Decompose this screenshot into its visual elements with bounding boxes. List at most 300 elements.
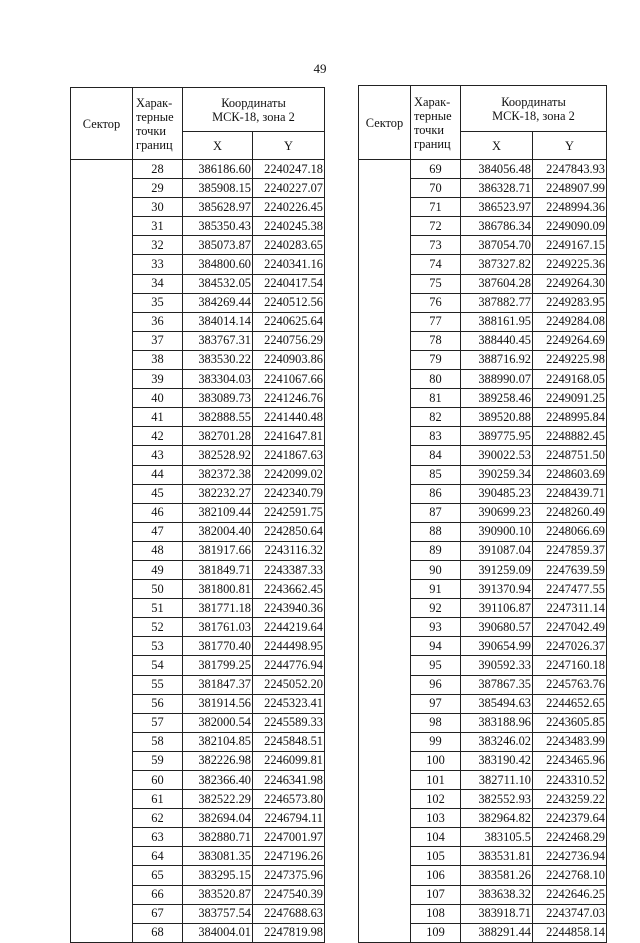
x-coordinate-cell: 383188.96 bbox=[461, 713, 533, 732]
y-coordinate-cell: 2248882.45 bbox=[533, 427, 607, 446]
y-coordinate-cell: 2244498.95 bbox=[253, 637, 325, 656]
x-coordinate-cell: 389520.88 bbox=[461, 408, 533, 427]
table-row bbox=[71, 236, 325, 255]
y-coordinate-cell: 2240756.29 bbox=[253, 331, 325, 350]
x-coordinate-cell: 390259.34 bbox=[461, 465, 533, 484]
point-number-cell: 106 bbox=[411, 866, 461, 885]
point-number-cell: 69 bbox=[411, 160, 461, 179]
y-coordinate-cell: 2242099.02 bbox=[253, 465, 325, 484]
sector-cell bbox=[359, 255, 411, 274]
table-row bbox=[359, 732, 607, 751]
y-coordinate-cell: 2246794.11 bbox=[253, 809, 325, 828]
y-coordinate-cell: 2242850.64 bbox=[253, 522, 325, 541]
point-number-cell: 85 bbox=[411, 465, 461, 484]
sector-cell bbox=[71, 408, 133, 427]
x-coordinate-cell: 387604.28 bbox=[461, 274, 533, 293]
table-row bbox=[71, 580, 325, 599]
y-coordinate-cell: 2248995.84 bbox=[533, 408, 607, 427]
x-coordinate-cell: 383757.54 bbox=[183, 904, 253, 923]
table-row bbox=[359, 847, 607, 866]
x-coordinate-cell: 390022.53 bbox=[461, 446, 533, 465]
table-row bbox=[359, 236, 607, 255]
x-coordinate-cell: 391106.87 bbox=[461, 599, 533, 618]
sector-cell bbox=[71, 904, 133, 923]
y-coordinate-cell: 2240283.65 bbox=[253, 236, 325, 255]
y-coordinate-cell: 2249168.05 bbox=[533, 370, 607, 389]
sector-cell bbox=[359, 713, 411, 732]
x-coordinate-cell: 385073.87 bbox=[183, 236, 253, 255]
sector-cell bbox=[71, 541, 133, 560]
table-row bbox=[71, 560, 325, 579]
point-number-cell: 32 bbox=[133, 236, 183, 255]
x-coordinate-cell: 381914.56 bbox=[183, 694, 253, 713]
sector-cell bbox=[71, 599, 133, 618]
point-number-cell: 87 bbox=[411, 503, 461, 522]
x-coordinate-cell: 383638.32 bbox=[461, 885, 533, 904]
x-coordinate-cell: 382366.40 bbox=[183, 771, 253, 790]
point-number-cell: 104 bbox=[411, 828, 461, 847]
point-number-cell: 37 bbox=[133, 331, 183, 350]
x-coordinate-cell: 391370.94 bbox=[461, 580, 533, 599]
x-coordinate-cell: 385908.15 bbox=[183, 179, 253, 198]
sector-cell bbox=[71, 217, 133, 236]
sector-cell bbox=[71, 790, 133, 809]
table-row bbox=[71, 541, 325, 560]
point-number-cell: 107 bbox=[411, 885, 461, 904]
x-coordinate-cell: 381761.03 bbox=[183, 618, 253, 637]
point-number-cell: 94 bbox=[411, 637, 461, 656]
x-coordinate-cell: 388291.44 bbox=[461, 923, 533, 942]
sector-cell bbox=[71, 484, 133, 503]
table-row bbox=[359, 560, 607, 579]
y-coordinate-cell: 2244219.64 bbox=[253, 618, 325, 637]
y-coordinate-cell: 2243310.52 bbox=[533, 771, 607, 790]
y-coordinate-cell: 2248439.71 bbox=[533, 484, 607, 503]
x-coordinate-cell: 387867.35 bbox=[461, 675, 533, 694]
table-row bbox=[359, 274, 607, 293]
point-number-cell: 103 bbox=[411, 809, 461, 828]
y-coordinate-cell: 2247311.14 bbox=[533, 599, 607, 618]
table-row bbox=[71, 179, 325, 198]
point-number-cell: 51 bbox=[133, 599, 183, 618]
point-number-cell: 31 bbox=[133, 217, 183, 236]
x-coordinate-cell: 383190.42 bbox=[461, 751, 533, 770]
x-coordinate-cell: 382552.93 bbox=[461, 790, 533, 809]
y-coordinate-cell: 2247375.96 bbox=[253, 866, 325, 885]
table-row bbox=[71, 713, 325, 732]
table-row bbox=[359, 599, 607, 618]
x-coordinate-cell: 386523.97 bbox=[461, 198, 533, 217]
sector-cell bbox=[71, 656, 133, 675]
sector-cell bbox=[359, 446, 411, 465]
point-number-cell: 59 bbox=[133, 751, 183, 770]
sector-cell bbox=[359, 599, 411, 618]
point-number-cell: 83 bbox=[411, 427, 461, 446]
point-number-cell: 29 bbox=[133, 179, 183, 198]
table-row bbox=[71, 885, 325, 904]
sector-cell bbox=[359, 732, 411, 751]
y-coordinate-cell: 2240903.86 bbox=[253, 350, 325, 369]
table-row bbox=[359, 580, 607, 599]
table-body-left bbox=[71, 160, 325, 943]
sector-cell bbox=[359, 465, 411, 484]
x-coordinate-cell: 382004.40 bbox=[183, 522, 253, 541]
y-coordinate-cell: 2243605.85 bbox=[533, 713, 607, 732]
table-row bbox=[359, 350, 607, 369]
point-number-cell: 64 bbox=[133, 847, 183, 866]
table-row bbox=[71, 656, 325, 675]
x-coordinate-cell: 381917.66 bbox=[183, 541, 253, 560]
x-coordinate-cell: 390680.57 bbox=[461, 618, 533, 637]
x-coordinate-cell: 382888.55 bbox=[183, 408, 253, 427]
x-coordinate-cell: 389258.46 bbox=[461, 389, 533, 408]
point-number-cell: 78 bbox=[411, 331, 461, 350]
table-row bbox=[71, 389, 325, 408]
y-coordinate-cell: 2240245.38 bbox=[253, 217, 325, 236]
x-coordinate-cell: 381849.71 bbox=[183, 560, 253, 579]
table-row bbox=[359, 618, 607, 637]
point-number-cell: 95 bbox=[411, 656, 461, 675]
point-number-cell: 39 bbox=[133, 370, 183, 389]
sector-cell bbox=[71, 427, 133, 446]
y-coordinate-cell: 2245589.33 bbox=[253, 713, 325, 732]
table-row bbox=[359, 503, 607, 522]
x-coordinate-cell: 388440.45 bbox=[461, 331, 533, 350]
y-coordinate-cell: 2246573.80 bbox=[253, 790, 325, 809]
table-row bbox=[71, 427, 325, 446]
point-number-cell: 101 bbox=[411, 771, 461, 790]
point-number-cell: 63 bbox=[133, 828, 183, 847]
y-coordinate-cell: 2247160.18 bbox=[533, 656, 607, 675]
sector-cell bbox=[71, 751, 133, 770]
x-coordinate-cell: 386786.34 bbox=[461, 217, 533, 236]
table-row bbox=[71, 312, 325, 331]
y-header: Y bbox=[253, 132, 325, 160]
table-row bbox=[71, 599, 325, 618]
sector-cell bbox=[71, 331, 133, 350]
point-number-cell: 109 bbox=[411, 923, 461, 942]
char-points-header: Харак- терные точки границ bbox=[411, 86, 461, 160]
y-coordinate-cell: 2248751.50 bbox=[533, 446, 607, 465]
table-row bbox=[71, 809, 325, 828]
sector-cell bbox=[71, 885, 133, 904]
point-number-cell: 44 bbox=[133, 465, 183, 484]
sector-cell bbox=[359, 866, 411, 885]
point-number-cell: 33 bbox=[133, 255, 183, 274]
table-row bbox=[359, 217, 607, 236]
point-number-cell: 77 bbox=[411, 312, 461, 331]
table-row bbox=[359, 809, 607, 828]
point-number-cell: 76 bbox=[411, 293, 461, 312]
y-coordinate-cell: 2241867.63 bbox=[253, 446, 325, 465]
x-coordinate-cell: 390654.99 bbox=[461, 637, 533, 656]
sector-cell bbox=[71, 198, 133, 217]
sector-cell bbox=[359, 828, 411, 847]
point-number-cell: 70 bbox=[411, 179, 461, 198]
x-coordinate-cell: 388990.07 bbox=[461, 370, 533, 389]
y-coordinate-cell: 2241647.81 bbox=[253, 427, 325, 446]
point-number-cell: 72 bbox=[411, 217, 461, 236]
x-coordinate-cell: 384532.05 bbox=[183, 274, 253, 293]
sector-cell bbox=[71, 293, 133, 312]
point-number-cell: 98 bbox=[411, 713, 461, 732]
table-row bbox=[359, 465, 607, 484]
y-coordinate-cell: 2241067.66 bbox=[253, 370, 325, 389]
sector-cell bbox=[359, 541, 411, 560]
x-coordinate-cell: 388716.92 bbox=[461, 350, 533, 369]
table-row bbox=[71, 217, 325, 236]
sector-cell bbox=[359, 580, 411, 599]
x-coordinate-cell: 383295.15 bbox=[183, 866, 253, 885]
point-number-cell: 30 bbox=[133, 198, 183, 217]
sector-cell bbox=[359, 923, 411, 942]
y-coordinate-cell: 2244776.94 bbox=[253, 656, 325, 675]
coordinates-table-left bbox=[70, 87, 325, 943]
point-number-cell: 79 bbox=[411, 350, 461, 369]
y-coordinate-cell: 2243940.36 bbox=[253, 599, 325, 618]
sector-cell bbox=[359, 408, 411, 427]
table-body-right bbox=[359, 160, 607, 943]
x-coordinate-cell: 382528.92 bbox=[183, 446, 253, 465]
point-number-cell: 61 bbox=[133, 790, 183, 809]
char-points-header: Харак- терные точки границ bbox=[133, 88, 183, 160]
point-number-cell: 84 bbox=[411, 446, 461, 465]
y-coordinate-cell: 2245763.76 bbox=[533, 675, 607, 694]
point-number-cell: 93 bbox=[411, 618, 461, 637]
sector-cell bbox=[359, 618, 411, 637]
table-row bbox=[71, 465, 325, 484]
point-number-cell: 56 bbox=[133, 694, 183, 713]
table-row bbox=[71, 160, 325, 179]
y-coordinate-cell: 2248907.99 bbox=[533, 179, 607, 198]
y-coordinate-cell: 2245848.51 bbox=[253, 732, 325, 751]
point-number-cell: 92 bbox=[411, 599, 461, 618]
y-coordinate-cell: 2244858.14 bbox=[533, 923, 607, 942]
y-coordinate-cell: 2243465.96 bbox=[533, 751, 607, 770]
sector-cell bbox=[71, 179, 133, 198]
sector-cell bbox=[71, 713, 133, 732]
y-coordinate-cell: 2247859.37 bbox=[533, 541, 607, 560]
x-coordinate-cell: 383530.22 bbox=[183, 350, 253, 369]
point-number-cell: 58 bbox=[133, 732, 183, 751]
table-row bbox=[71, 904, 325, 923]
sector-cell bbox=[71, 580, 133, 599]
y-header: Y bbox=[533, 132, 607, 160]
point-number-cell: 108 bbox=[411, 904, 461, 923]
y-coordinate-cell: 2246099.81 bbox=[253, 751, 325, 770]
table-row bbox=[359, 484, 607, 503]
sector-cell bbox=[359, 637, 411, 656]
table-row bbox=[71, 350, 325, 369]
sector-cell bbox=[359, 179, 411, 198]
x-coordinate-cell: 381800.81 bbox=[183, 580, 253, 599]
table-row bbox=[359, 408, 607, 427]
y-coordinate-cell: 2248603.69 bbox=[533, 465, 607, 484]
table-row bbox=[71, 503, 325, 522]
y-coordinate-cell: 2248260.49 bbox=[533, 503, 607, 522]
x-coordinate-cell: 384004.01 bbox=[183, 923, 253, 942]
y-coordinate-cell: 2249283.95 bbox=[533, 293, 607, 312]
x-coordinate-cell: 384800.60 bbox=[183, 255, 253, 274]
sector-cell bbox=[71, 618, 133, 637]
x-coordinate-cell: 382711.10 bbox=[461, 771, 533, 790]
sector-cell bbox=[71, 809, 133, 828]
y-coordinate-cell: 2240417.54 bbox=[253, 274, 325, 293]
y-coordinate-cell: 2247196.26 bbox=[253, 847, 325, 866]
x-coordinate-cell: 382701.28 bbox=[183, 427, 253, 446]
table-row bbox=[359, 293, 607, 312]
table-row bbox=[71, 370, 325, 389]
y-coordinate-cell: 2242379.64 bbox=[533, 809, 607, 828]
table-row bbox=[71, 637, 325, 656]
point-number-cell: 35 bbox=[133, 293, 183, 312]
x-coordinate-cell: 383246.02 bbox=[461, 732, 533, 751]
table-row bbox=[71, 923, 325, 942]
x-coordinate-cell: 382226.98 bbox=[183, 751, 253, 770]
x-coordinate-cell: 382694.04 bbox=[183, 809, 253, 828]
sector-cell bbox=[71, 694, 133, 713]
point-number-cell: 45 bbox=[133, 484, 183, 503]
table-row bbox=[71, 694, 325, 713]
sector-cell bbox=[359, 160, 411, 179]
y-coordinate-cell: 2247001.97 bbox=[253, 828, 325, 847]
sector-cell bbox=[359, 694, 411, 713]
sector-cell bbox=[359, 656, 411, 675]
x-coordinate-cell: 382964.82 bbox=[461, 809, 533, 828]
point-number-cell: 88 bbox=[411, 522, 461, 541]
point-number-cell: 86 bbox=[411, 484, 461, 503]
y-coordinate-cell: 2249225.98 bbox=[533, 350, 607, 369]
sector-cell bbox=[71, 828, 133, 847]
point-number-cell: 65 bbox=[133, 866, 183, 885]
point-number-cell: 99 bbox=[411, 732, 461, 751]
sector-cell bbox=[359, 293, 411, 312]
y-coordinate-cell: 2247026.37 bbox=[533, 637, 607, 656]
point-number-cell: 75 bbox=[411, 274, 461, 293]
y-coordinate-cell: 2243116.32 bbox=[253, 541, 325, 560]
coordinates-table-right bbox=[358, 85, 607, 943]
coordinates-header: Координаты МСК-18, зона 2 bbox=[461, 86, 607, 132]
point-number-cell: 74 bbox=[411, 255, 461, 274]
point-number-cell: 28 bbox=[133, 160, 183, 179]
y-coordinate-cell: 2242646.25 bbox=[533, 885, 607, 904]
x-coordinate-cell: 384269.44 bbox=[183, 293, 253, 312]
point-number-cell: 57 bbox=[133, 713, 183, 732]
x-coordinate-cell: 390699.23 bbox=[461, 503, 533, 522]
y-coordinate-cell: 2242468.29 bbox=[533, 828, 607, 847]
sector-header: Сектор bbox=[71, 88, 133, 160]
table-row bbox=[71, 408, 325, 427]
y-coordinate-cell: 2247843.93 bbox=[533, 160, 607, 179]
x-coordinate-cell: 383531.81 bbox=[461, 847, 533, 866]
point-number-cell: 49 bbox=[133, 560, 183, 579]
table-row bbox=[359, 370, 607, 389]
point-number-cell: 96 bbox=[411, 675, 461, 694]
point-number-cell: 68 bbox=[133, 923, 183, 942]
y-coordinate-cell: 2249264.30 bbox=[533, 274, 607, 293]
sector-cell bbox=[71, 732, 133, 751]
x-coordinate-cell: 390485.23 bbox=[461, 484, 533, 503]
point-number-cell: 48 bbox=[133, 541, 183, 560]
y-coordinate-cell: 2246341.98 bbox=[253, 771, 325, 790]
sector-cell bbox=[359, 751, 411, 770]
point-number-cell: 97 bbox=[411, 694, 461, 713]
point-number-cell: 105 bbox=[411, 847, 461, 866]
point-number-cell: 41 bbox=[133, 408, 183, 427]
table-row bbox=[359, 751, 607, 770]
sector-cell bbox=[71, 255, 133, 274]
y-coordinate-cell: 2247540.39 bbox=[253, 885, 325, 904]
y-coordinate-cell: 2247477.55 bbox=[533, 580, 607, 599]
point-number-cell: 34 bbox=[133, 274, 183, 293]
table-row bbox=[359, 713, 607, 732]
sector-cell bbox=[359, 560, 411, 579]
x-coordinate-cell: 381847.37 bbox=[183, 675, 253, 694]
x-coordinate-cell: 384014.14 bbox=[183, 312, 253, 331]
x-coordinate-cell: 382522.29 bbox=[183, 790, 253, 809]
sector-cell bbox=[359, 503, 411, 522]
point-number-cell: 102 bbox=[411, 790, 461, 809]
point-number-cell: 60 bbox=[133, 771, 183, 790]
y-coordinate-cell: 2242591.75 bbox=[253, 503, 325, 522]
sector-cell bbox=[359, 885, 411, 904]
table-row bbox=[359, 904, 607, 923]
x-coordinate-cell: 383767.31 bbox=[183, 331, 253, 350]
sector-cell bbox=[359, 370, 411, 389]
point-number-cell: 81 bbox=[411, 389, 461, 408]
sector-cell bbox=[71, 522, 133, 541]
y-coordinate-cell: 2240226.45 bbox=[253, 198, 325, 217]
table-row bbox=[71, 866, 325, 885]
sector-cell bbox=[71, 675, 133, 694]
sector-cell bbox=[359, 427, 411, 446]
point-number-cell: 36 bbox=[133, 312, 183, 331]
x-coordinate-cell: 382880.71 bbox=[183, 828, 253, 847]
table-row bbox=[71, 675, 325, 694]
x-coordinate-cell: 385350.43 bbox=[183, 217, 253, 236]
table-row bbox=[359, 828, 607, 847]
y-coordinate-cell: 2248066.69 bbox=[533, 522, 607, 541]
sector-cell bbox=[71, 312, 133, 331]
y-coordinate-cell: 2240341.16 bbox=[253, 255, 325, 274]
y-coordinate-cell: 2249090.09 bbox=[533, 217, 607, 236]
y-coordinate-cell: 2245052.20 bbox=[253, 675, 325, 694]
y-coordinate-cell: 2242768.10 bbox=[533, 866, 607, 885]
x-header: X bbox=[461, 132, 533, 160]
y-coordinate-cell: 2240227.07 bbox=[253, 179, 325, 198]
table-row bbox=[71, 484, 325, 503]
y-coordinate-cell: 2248994.36 bbox=[533, 198, 607, 217]
sector-header: Сектор bbox=[359, 86, 411, 160]
table-row bbox=[359, 160, 607, 179]
table-row bbox=[359, 312, 607, 331]
sector-cell bbox=[359, 217, 411, 236]
x-coordinate-cell: 391259.09 bbox=[461, 560, 533, 579]
point-number-cell: 73 bbox=[411, 236, 461, 255]
table-row bbox=[71, 274, 325, 293]
table-row bbox=[359, 446, 607, 465]
table-row bbox=[359, 427, 607, 446]
sector-cell bbox=[359, 790, 411, 809]
sector-cell bbox=[71, 370, 133, 389]
x-coordinate-cell: 382232.27 bbox=[183, 484, 253, 503]
sector-cell bbox=[71, 560, 133, 579]
coordinates-header: Координаты МСК-18, зона 2 bbox=[183, 88, 325, 132]
x-coordinate-cell: 383520.87 bbox=[183, 885, 253, 904]
table-row bbox=[71, 771, 325, 790]
sector-cell bbox=[359, 522, 411, 541]
point-number-cell: 47 bbox=[133, 522, 183, 541]
